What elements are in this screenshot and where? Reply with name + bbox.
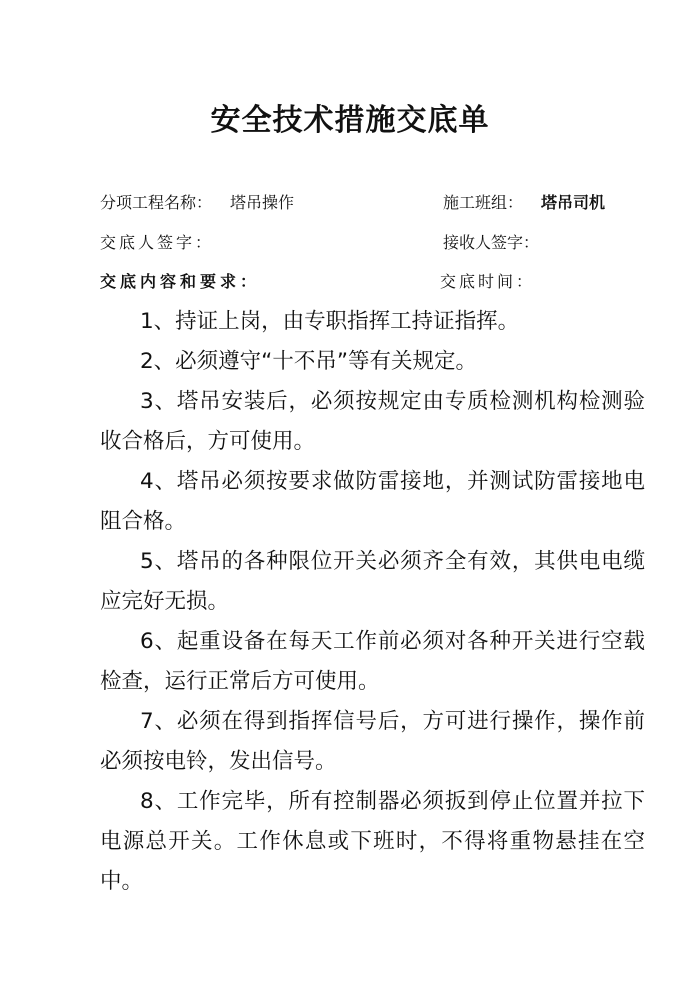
content-requirements-field bbox=[100, 270, 260, 294]
team-label: 施工班组： bbox=[443, 193, 524, 212]
project-name-field bbox=[100, 191, 294, 215]
requirement-item: 8、工作完毕，所有控制器必须扳到停止位置并拉下电源总开关。工作休息或下班时，不得将重物悬挂在空中。 bbox=[100, 789, 645, 894]
requirement-item: 6、起重设备在每天工作前必须对各种开关进行空载检查，运行正常后方可使用。 bbox=[100, 629, 645, 694]
signer-label: 交底人签字： bbox=[100, 233, 215, 252]
document-title: 安全技术措施交底单 bbox=[210, 103, 490, 138]
handover-time-field bbox=[440, 270, 535, 294]
receiver-field bbox=[443, 231, 539, 255]
requirement-item: 2、必须遵守“十不吊”等有关规定。 bbox=[140, 349, 477, 374]
requirement-item: 4、塔吊必须按要求做防雷接地，并测试防雷接地电阻合格。 bbox=[100, 469, 645, 534]
receiver-label: 接收人签字： bbox=[443, 233, 540, 252]
requirements-list bbox=[100, 302, 645, 902]
team-value: 塔吊司机 bbox=[541, 193, 606, 212]
project-name-label: 分项工程名称： bbox=[100, 193, 213, 212]
requirement-item: 5、塔吊的各种限位开关必须齐全有效，其供电电缆应完好无损。 bbox=[100, 549, 645, 614]
handover-time-label: 交底时间： bbox=[440, 272, 536, 291]
requirement-item: 3、塔吊安装后，必须按规定由专质检测机构检测验收合格后，方可使用。 bbox=[100, 389, 645, 454]
project-name-value: 塔吊操作 bbox=[230, 193, 295, 212]
requirement-item: 7、必须在得到指挥信号后，方可进行操作，操作前必须按电铃，发出信号。 bbox=[100, 709, 645, 774]
team-field bbox=[443, 191, 605, 215]
signer-field bbox=[100, 231, 214, 255]
content-requirements-label: 交底内容和要求： bbox=[100, 272, 261, 291]
requirement-item: 1、持证上岗，由专职指挥工持证指挥。 bbox=[140, 309, 520, 334]
